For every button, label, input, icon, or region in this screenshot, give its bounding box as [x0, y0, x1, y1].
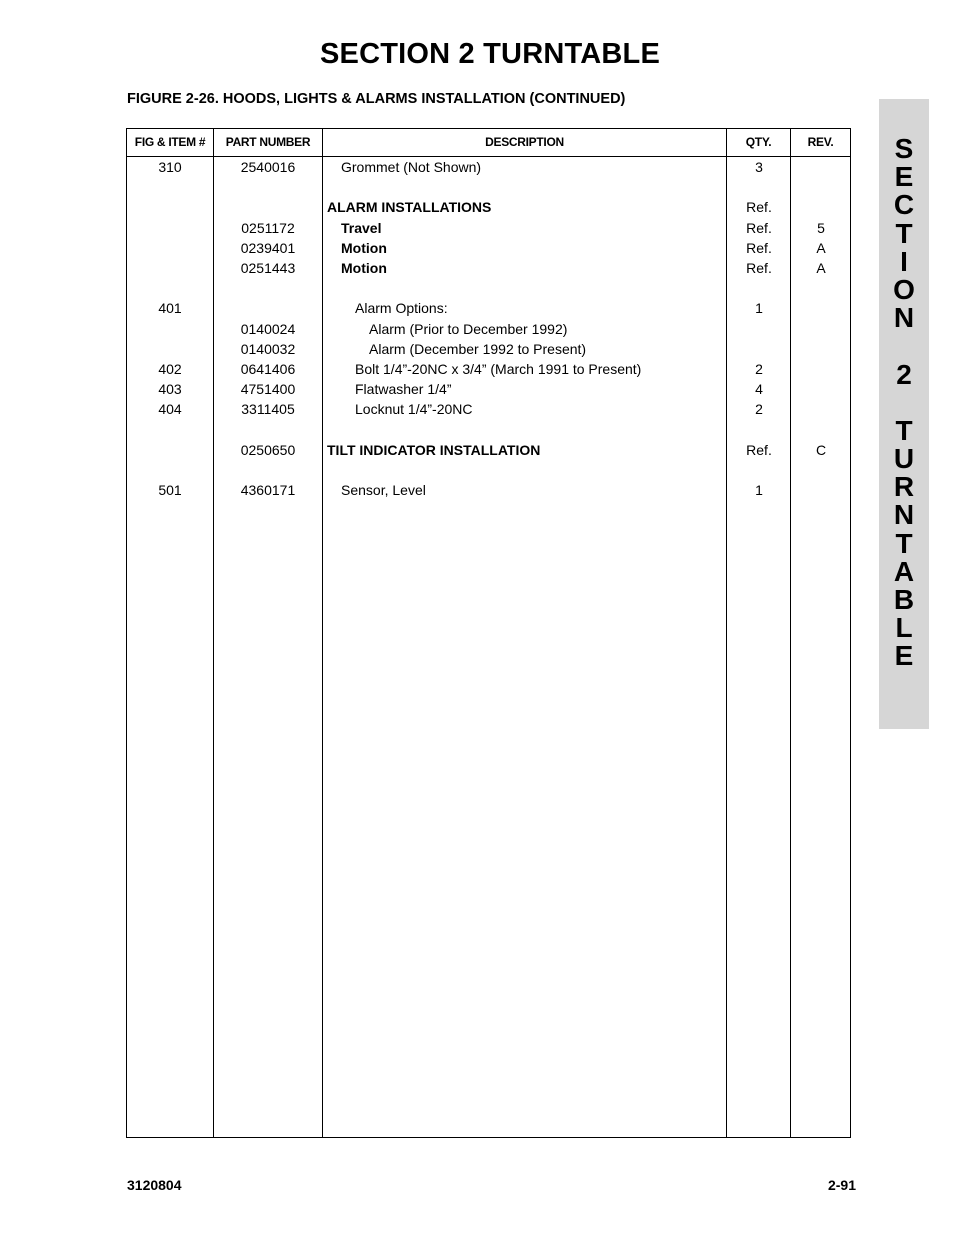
qty-cell: 2 — [755, 401, 763, 418]
part-number-cell: 3311405 — [241, 401, 295, 418]
side-tab-letter: E — [894, 640, 914, 672]
table-spacer-row — [127, 177, 850, 197]
figure-title: FIGURE 2-26. HOODS, LIGHTS & ALARMS INSTALLATION (CONTINUED) — [127, 91, 626, 107]
side-tab-letter: B — [893, 584, 915, 615]
part-number-cell: 0239401 — [240, 239, 296, 256]
description-cell: Grommet (Not Shown) — [341, 159, 482, 175]
part-number-cell: 0251172 — [241, 219, 295, 236]
qty-cell: 2 — [755, 360, 763, 377]
header-fig-item: FIG & ITEM # — [134, 135, 206, 149]
table-row — [127, 339, 850, 359]
part-number-cell: 0140032 — [240, 340, 296, 357]
qty-cell: Ref. — [746, 239, 772, 256]
fig-item-cell: 402 — [158, 360, 182, 377]
document-number: 3120804 — [127, 1177, 182, 1193]
table-row — [127, 319, 850, 339]
part-number-cell: 0251443 — [240, 259, 296, 276]
table-row — [127, 218, 850, 238]
table-row — [127, 238, 850, 258]
part-number-cell: 2540016 — [240, 159, 296, 175]
header-part-number: PART NUMBER — [225, 135, 311, 149]
table-row — [127, 440, 850, 460]
side-tab-letters — [879, 135, 929, 671]
side-tab-letter: C — [893, 189, 915, 221]
table-row — [127, 298, 850, 318]
parts-table — [126, 128, 851, 1138]
fig-item-cell: 501 — [158, 482, 182, 498]
rev-cell: C — [815, 441, 827, 458]
header-rev: REV. — [807, 135, 834, 149]
qty-cell: 1 — [755, 300, 763, 317]
qty-cell: Ref. — [746, 259, 772, 276]
side-tab-letter: I — [900, 245, 908, 277]
fig-item-cell: 403 — [158, 381, 182, 398]
rev-cell: A — [816, 259, 826, 276]
part-number-cell: 0250650 — [240, 441, 296, 458]
fig-item-cell: 310 — [158, 159, 182, 175]
side-tab-letter: O — [893, 273, 915, 305]
table-row — [127, 399, 850, 419]
rev-cell: A — [816, 239, 826, 256]
qty-cell: Ref. — [746, 199, 772, 216]
side-tab-letter: R — [893, 471, 915, 503]
table-row — [127, 197, 850, 217]
table-row — [127, 379, 850, 399]
side-tab-letter: A — [893, 555, 915, 587]
section-title: SECTION 2 TURNTABLE — [320, 38, 660, 70]
part-number-cell: 0140024 — [240, 320, 296, 337]
description-cell: Locknut 1/4”-20NC — [355, 401, 473, 418]
description-cell: ALARM INSTALLATIONS — [327, 199, 492, 216]
part-number-cell: 4751400 — [240, 381, 296, 398]
side-tab-letter: L — [895, 612, 913, 644]
description-cell: Travel — [341, 219, 382, 236]
table-body — [127, 157, 850, 500]
qty-cell: 1 — [755, 482, 763, 498]
part-number-cell: 4360171 — [240, 482, 296, 498]
side-tab-letter: E — [894, 161, 914, 193]
qty-cell: Ref. — [746, 441, 772, 458]
side-tab-letter: N — [893, 499, 915, 531]
description-cell: Bolt 1/4”-20NC x 3/4” (March 1991 to Present) — [355, 360, 642, 377]
header-qty: QTY. — [745, 135, 772, 149]
table-spacer-row — [127, 278, 850, 298]
side-tab-letter: U — [893, 443, 915, 475]
side-tab-letter: N — [893, 302, 915, 334]
qty-cell: 4 — [755, 381, 763, 398]
description-cell: Flatwasher 1/4” — [355, 381, 452, 398]
side-tab-letter: T — [895, 414, 913, 446]
qty-cell: 3 — [755, 159, 763, 175]
page-number: 2-91 — [827, 1177, 856, 1193]
description-cell: TILT INDICATOR INSTALLATION — [327, 441, 541, 458]
qty-cell: Ref. — [746, 219, 772, 236]
table-spacer-row — [127, 460, 850, 480]
table-row — [127, 157, 850, 177]
fig-item-cell: 404 — [158, 401, 182, 418]
description-cell: Alarm (December 1992 to Present) — [369, 340, 587, 357]
header-description: DESCRIPTION — [485, 135, 564, 149]
description-cell: Sensor, Level — [341, 482, 426, 498]
table-row — [127, 480, 850, 500]
table-spacer-row — [127, 419, 850, 439]
side-tab-letter: 2 — [896, 358, 912, 390]
table-row — [127, 359, 850, 379]
description-cell: Alarm Options: — [355, 300, 448, 317]
part-number-cell: 0641406 — [240, 360, 296, 377]
side-tab-letter: S — [894, 133, 914, 164]
side-tab-letter: T — [895, 217, 913, 249]
table-row — [127, 258, 850, 278]
description-cell: Motion — [341, 239, 387, 256]
description-cell: Motion — [341, 259, 387, 276]
side-tab-letter: T — [895, 527, 913, 559]
description-cell: Alarm (Prior to December 1992) — [369, 320, 568, 337]
rev-cell: 5 — [817, 219, 825, 236]
fig-item-cell: 401 — [158, 300, 182, 317]
section-side-tab — [879, 99, 929, 729]
